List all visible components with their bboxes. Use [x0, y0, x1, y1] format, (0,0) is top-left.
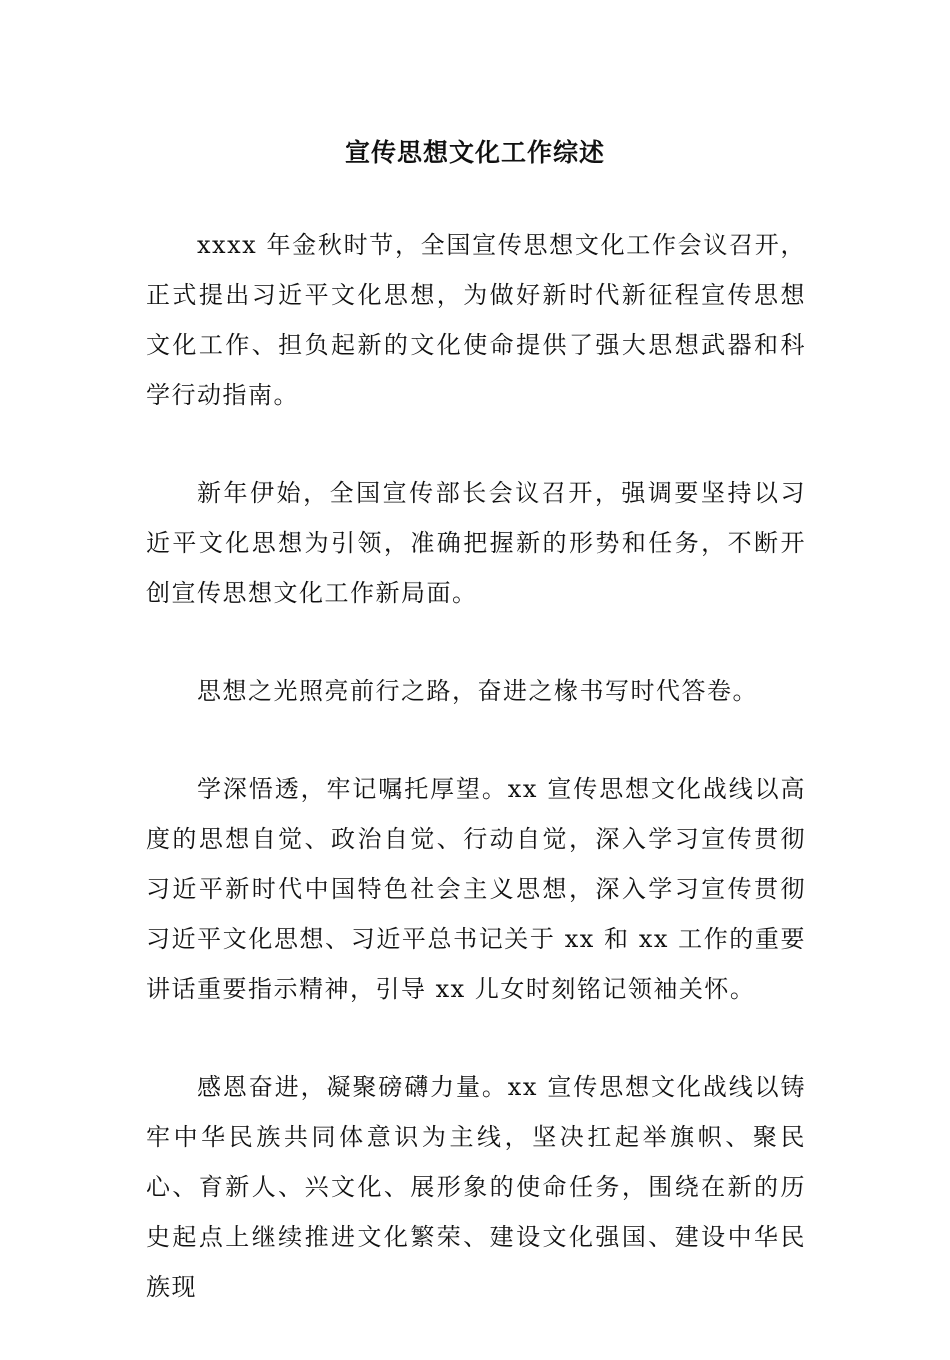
paragraph-5: 感恩奋进，凝聚磅礴力量。xx 宣传思想文化战线以铸牢中华民族共同体意识为主线，坚决扛起举旗帜、聚民心、育新人、兴文化、展形象的使命任务，围绕在新的历史起点上继续推进文化繁荣、建设文化强国、建设中华民族现 [146, 1073, 806, 1301]
document-title: 宣传思想文化工作综述 [344, 138, 605, 167]
paragraph-2: 新年伊始，全国宣传部长会议召开，强调要坚持以习近平文化思想为引领，准确把握新的形势和任务，不断开创宣传思想文化工作新局面。 [146, 479, 806, 607]
paragraph-4: 学深悟透，牢记嘱托厚望。xx 宣传思想文化战线以高度的思想自觉、政治自觉、行动自觉，深入学习宣传贯彻习近平新时代中国特色社会主义思想，深入学习宣传贯彻习近平文化思想、习近平总书记关于 xx 和 xx 工作的重要讲话重要指示精神，引导 xx 儿女时刻铭记领袖关怀。 [146, 775, 806, 1003]
paragraph-1: xxxx 年金秋时节，全国宣传思想文化工作会议召开，正式提出习近平文化思想，为做好新时代新征程宣传思想文化工作、担负起新的文化使命提供了强大思想武器和科学行动指南。 [146, 231, 806, 409]
paragraph-3: 思想之光照亮前行之路，奋进之椽书写时代答卷。 [197, 677, 758, 705]
document-body [146, 220, 806, 1360]
